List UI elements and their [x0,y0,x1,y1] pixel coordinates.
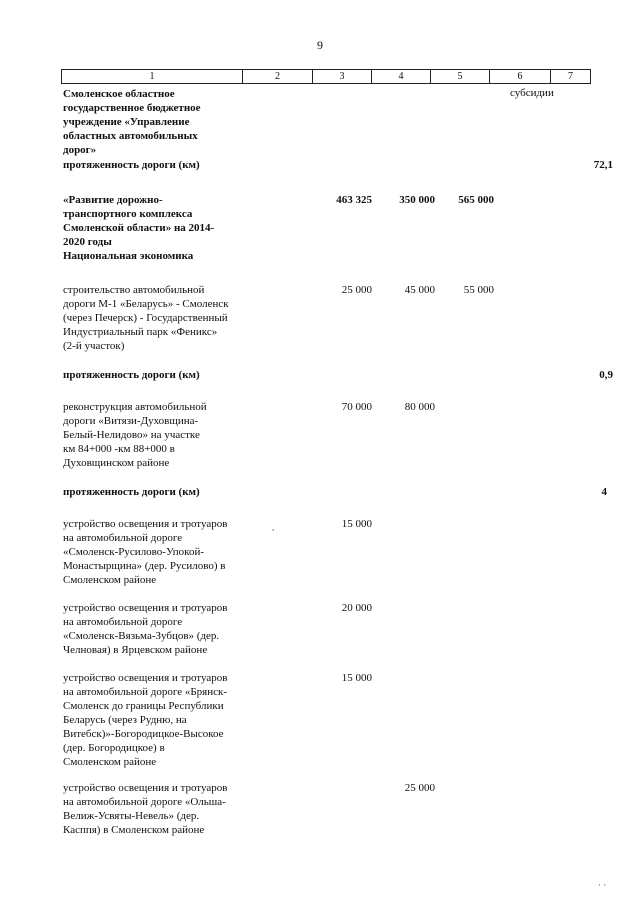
item-4-text: устройство освещения и тротуаров на автомобильной дороге «Смоленск-Вязьма-Зубцов» (дер. Челновая) в Ярцевском районе [63,602,228,656]
column-header-5: 5 [430,70,489,83]
org-length-label: протяженность дороги (км) [63,159,200,171]
column-header-3: 3 [312,70,371,83]
item-2-text: реконструкция автомобильной дороги «Витязи-Духовщина- Белый-Нелидово» на участке км 84+000 -км 88+000 в Духовщинском районе [63,401,207,469]
subsidy-label: субсидии [510,87,554,99]
program-col5: 565 000 [458,194,494,206]
program-title: «Развитие дорожно- транспортного комплекса Смоленской области» на 2014- 2020 годы Национальная экономика [63,194,215,262]
item-3-text: устройство освещения и тротуаров на автомобильной дороге «Смоленск-Русилово-Упокой- Монастырщина» (дер. Русилово) в Смоленском районе [63,518,228,586]
item-2-length-label: протяженность дороги (км) [63,486,200,498]
column-header-row [61,69,591,84]
item-6-text: устройство освещения и тротуаров на автомобильной дороге «Ольша- Велиж-Усвяты-Невель» (дер. Касппя) в Смоленском районе [63,782,228,836]
item-6-col4: 25 000 [404,782,435,794]
column-header-4: 4 [371,70,430,83]
scan-artifact: · · [598,880,607,890]
item-2-col4: 80 000 [404,401,435,413]
item-1-text: строительство автомобильной дороги М-1 «Беларусь» - Смоленск (через Печерск) - Государственный Индустриальный парк «Феникс» (2-й участок) [63,284,229,352]
item-1-col3: 25 000 [341,284,372,296]
item-5-text: устройство освещения и тротуаров на автомобильной дороге «Брянск- Смоленск до границы Республики Беларусь (через Рудню, на Витебск)»-Богородицкое-Высокое (дер. Богородицкое) в Смоленском районе [63,672,228,768]
item-1-length-label: протяженность дороги (км) [63,369,200,381]
column-header-1: 1 [149,71,155,82]
program-col3: 463 325 [336,194,372,206]
item-4-col3: 20 000 [341,602,372,614]
column-header-6: 6 [489,70,550,83]
org-name: Смоленское областное государственное бюджетное учреждение «Управление областных автомобильных дорог» [63,88,201,156]
item-3-col3: 15 000 [341,518,372,530]
item-1-col4: 45 000 [404,284,435,296]
item-1-length-value: 0,9 [599,369,613,381]
column-header-2: 2 [242,70,312,83]
item-1-col5: 55 000 [463,284,494,296]
program-col4: 350 000 [399,194,435,206]
item-5-col3: 15 000 [341,672,372,684]
column-header-7: 7 [550,70,590,83]
org-length-value: 72,1 [593,159,613,171]
page-number: 9 [317,38,323,52]
scan-speck: , [272,522,275,532]
item-2-length-value: 4 [601,486,607,498]
item-2-col3: 70 000 [341,401,372,413]
